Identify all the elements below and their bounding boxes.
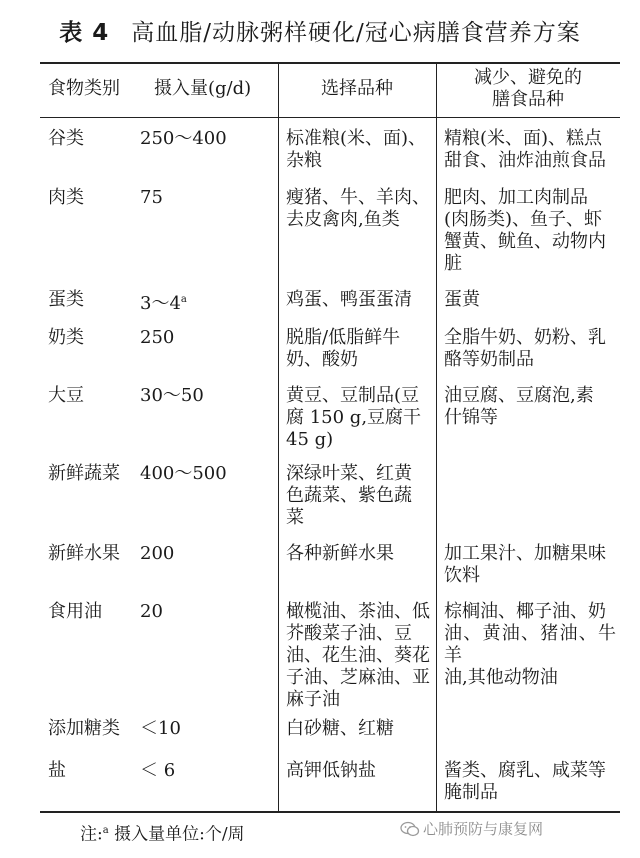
cell-avoid [444, 327, 616, 371]
cell-category: 新鲜水果 [48, 543, 120, 564]
cell-select-line: 橄榄油、茶油、低 [286, 601, 430, 622]
cell-amount-value: 250 [140, 327, 175, 348]
cell-avoid-line: 精粮(米、面)、糕点 [444, 128, 603, 149]
cell-select-line: 芥酸菜子油、豆 [286, 623, 412, 644]
cell-amount-value: 200 [140, 543, 175, 564]
footnote-marker: a [102, 825, 109, 836]
cell-category: 肉类 [48, 187, 84, 208]
cell-avoid [444, 187, 616, 275]
cell-select-line: 色蔬菜、紫色蔬 [286, 485, 412, 506]
cell-amount [140, 463, 227, 485]
cell-avoid-line: 棕榈油、椰子油、奶 [444, 601, 606, 622]
cell-select-line: 麻子油 [286, 689, 340, 710]
cell-category: 大豆 [48, 385, 84, 406]
cell-select [286, 187, 432, 231]
watermark-text: 心肺预防与康复网 [423, 820, 544, 838]
cell-select [286, 463, 432, 529]
cell-amount-footnote-marker: a [180, 294, 187, 305]
header-category: 食物类别 [48, 78, 120, 99]
cell-category: 添加糖类 [48, 718, 120, 739]
cell-avoid-line: 酪等奶制品 [444, 349, 534, 370]
cell-amount-value: 30～50 [140, 385, 204, 406]
cell-avoid-line: 蛋黄 [444, 289, 480, 310]
cell-amount [140, 601, 163, 623]
cell-select-line: 油、花生油、葵花 [286, 645, 430, 666]
cell-avoid-line: 油豆腐、豆腐泡,素 [444, 385, 594, 406]
cell-avoid-line: 蟹黄、鱿鱼、动物内 [444, 231, 606, 252]
cell-select-line: 45 g) [286, 429, 334, 450]
cell-select-line: 白砂糖、红糖 [286, 718, 394, 739]
cell-select [286, 128, 432, 172]
cell-category: 谷类 [48, 128, 84, 149]
cell-amount-value: ＜10 [140, 718, 181, 739]
cell-select-line: 瘦猪、牛、羊肉、 [286, 187, 430, 208]
cell-category: 蛋类 [48, 289, 84, 310]
cell-amount [140, 543, 174, 565]
cell-category: 盐 [48, 760, 66, 781]
cell-avoid-line: 油,其他动物油 [444, 667, 558, 688]
cell-avoid [444, 128, 616, 172]
cell-select-line: 去皮禽肉,鱼类 [286, 209, 400, 230]
cell-avoid-line: (肉肠类)、鱼子、虾 [444, 209, 603, 230]
cell-select-line: 奶、酸奶 [286, 349, 358, 370]
cell-amount-value: 400～500 [140, 463, 227, 484]
cell-avoid-line: 腌制品 [444, 782, 498, 803]
cell-avoid-line: 什锦等 [444, 407, 498, 428]
cell-amount [140, 718, 181, 740]
cell-avoid-line: 全脂牛奶、奶粉、乳 [444, 327, 606, 348]
cell-amount [140, 187, 163, 209]
cell-avoid [444, 385, 616, 429]
cell-select-line: 子油、芝麻油、亚 [286, 667, 430, 688]
cell-select-line: 杂粮 [286, 150, 322, 171]
cell-amount-value: ＜ 6 [140, 760, 176, 781]
cell-avoid-line: 脏 [444, 253, 462, 274]
header-amount: 摄入量(g/d) [154, 78, 252, 99]
cell-amount [140, 128, 227, 150]
cell-avoid [444, 289, 616, 311]
header-rule [40, 117, 620, 118]
watermark [400, 818, 543, 839]
cell-select [286, 289, 432, 311]
cell-select-line: 标准粮(米、面)、 [286, 128, 427, 149]
cell-avoid [444, 543, 616, 587]
bottom-rule [40, 811, 620, 813]
column-divider-1 [278, 62, 279, 813]
cell-amount [140, 327, 174, 349]
cell-select-line: 各种新鲜水果 [286, 543, 394, 564]
cell-select [286, 327, 432, 371]
cell-avoid-line: 加工果汁、加糖果味 [444, 543, 606, 564]
header-avoid-line1: 减少、避免的 [474, 67, 582, 88]
cell-amount [140, 760, 175, 782]
cell-category: 新鲜蔬菜 [48, 463, 120, 484]
cell-select-line: 黄豆、豆制品(豆 [286, 385, 420, 406]
cell-amount-value: 75 [140, 187, 163, 208]
cell-select-line: 鸡蛋、鸭蛋蛋清 [286, 289, 412, 310]
cell-amount-value: 250～400 [140, 128, 227, 149]
cell-select-line: 脱脂/低脂鲜牛 [286, 327, 401, 348]
cell-avoid [444, 601, 616, 689]
footnote-prefix: 注: [80, 824, 103, 845]
table-header [40, 62, 620, 117]
header-avoid-line2: 膳食品种 [492, 89, 564, 110]
cell-select [286, 543, 432, 565]
cell-amount [140, 289, 187, 315]
table-title [0, 14, 640, 47]
cell-category: 食用油 [48, 601, 102, 622]
cell-avoid-line: 油、黄油、猪油、牛羊 [444, 623, 616, 666]
cell-amount-value: 20 [140, 601, 163, 622]
cell-category: 奶类 [48, 327, 84, 348]
cell-select-line: 高钾低钠盐 [286, 760, 376, 781]
cell-avoid [444, 760, 616, 804]
column-divider-2 [436, 62, 437, 813]
wechat-icon [400, 821, 420, 837]
cell-avoid-line: 肥肉、加工肉制品 [444, 187, 588, 208]
table-footnote [80, 820, 245, 846]
cell-amount-value: 3～4 [140, 293, 181, 314]
cell-select-line: 深绿叶菜、红黄 [286, 463, 412, 484]
table-number: 表 4 [59, 20, 110, 46]
cell-select [286, 760, 432, 782]
cell-select-line: 腐 150 g,豆腐干 [286, 407, 422, 428]
cell-select [286, 385, 432, 451]
header-avoid [436, 67, 620, 111]
cell-avoid-line: 饮料 [444, 565, 480, 586]
cell-select [286, 718, 432, 740]
cell-amount [140, 385, 204, 407]
header-select: 选择品种 [321, 78, 393, 99]
cell-avoid-line: 甜食、油炸油煎食品 [444, 150, 606, 171]
cell-avoid-line: 酱类、腐乳、咸菜等 [444, 760, 606, 781]
footnote-text: 摄入量单位:个/周 [108, 824, 245, 845]
table-title-text: 高血脂/动脉粥样硬化/冠心病膳食营养方案 [131, 20, 581, 46]
cell-select [286, 601, 432, 711]
cell-select-line: 菜 [286, 507, 304, 528]
